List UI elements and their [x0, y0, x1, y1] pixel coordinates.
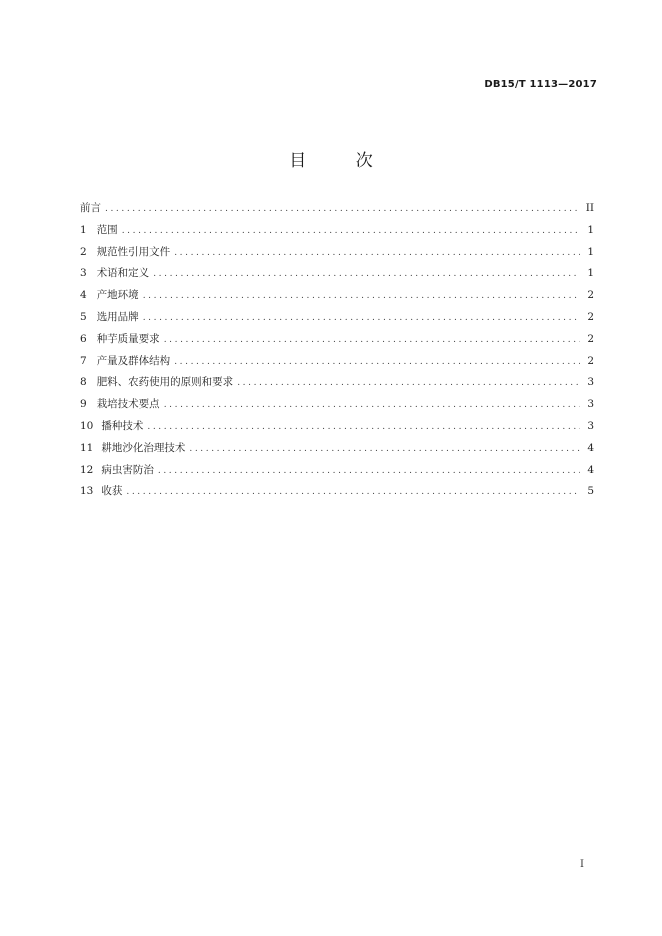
- toc-leader-dots: [174, 352, 580, 374]
- toc-entry-label: 耕地沙化治理技术: [101, 441, 186, 454]
- toc-entry-number: 3: [80, 267, 87, 280]
- toc-entry-9[interactable]: [80, 394, 594, 416]
- toc-entry-label: 产量及群体结构: [96, 354, 171, 367]
- toc-entry-number: 7: [80, 354, 87, 367]
- toc-entry-7[interactable]: [80, 351, 594, 373]
- toc-entry-number: 10: [80, 419, 94, 432]
- toc-leader-dots: [158, 461, 580, 483]
- toc-entry-page: 2: [587, 310, 594, 323]
- toc-entry-page: 1: [587, 245, 594, 258]
- toc-entry-12[interactable]: [80, 460, 594, 482]
- toc-entry-page: 3: [587, 398, 594, 411]
- toc-leader-dots: [105, 199, 580, 221]
- toc-entry-page: 3: [587, 376, 594, 389]
- toc-entry-6[interactable]: [80, 329, 594, 351]
- toc-entry-number: 11: [80, 441, 94, 454]
- toc-entry-label: 播种技术: [101, 419, 144, 432]
- toc-entry-11[interactable]: [80, 438, 594, 460]
- toc-leader-dots: [237, 373, 580, 395]
- toc-entry-5[interactable]: [80, 307, 594, 329]
- toc-entry-page: 4: [587, 463, 594, 476]
- toc-entry-label: 病虫害防治: [101, 463, 154, 476]
- toc-entry-label: 收获: [101, 485, 123, 498]
- toc-entry-page: 1: [587, 267, 594, 280]
- toc-entry-8[interactable]: [80, 372, 594, 394]
- toc-entry-13[interactable]: [80, 481, 594, 503]
- toc-entry-page: 1: [587, 223, 594, 236]
- toc-entry-page: 2: [587, 354, 594, 367]
- toc-entry-page: 2: [587, 332, 594, 345]
- toc-entry-number: 13: [80, 485, 94, 498]
- toc-entry-label: 范围: [96, 223, 118, 236]
- toc-entry-3[interactable]: [80, 263, 594, 285]
- toc-leader-dots: [189, 439, 580, 461]
- toc-entry-number: 1: [80, 223, 87, 236]
- toc-entry-number: 9: [80, 398, 87, 411]
- document-code: DB15/T 1113—2017: [484, 79, 597, 90]
- toc-entry-number: 6: [80, 332, 87, 345]
- toc-leader-dots: [122, 221, 580, 243]
- toc-entry-page: 2: [587, 289, 594, 302]
- toc-title: 目 次: [289, 151, 395, 171]
- toc-leader-dots: [143, 286, 580, 308]
- toc-entry-1[interactable]: [80, 220, 594, 242]
- toc-entry-2[interactable]: [80, 242, 594, 264]
- toc-entry-label: 栽培技术要点: [96, 398, 160, 411]
- toc-leader-dots: [143, 308, 580, 330]
- toc-entry-number: 2: [80, 245, 87, 258]
- toc-leader-dots: [174, 243, 580, 265]
- toc-entry-page: II: [585, 202, 594, 214]
- toc-entry-label: 术语和定义: [96, 267, 150, 280]
- toc-entry-label: 前言: [80, 202, 101, 214]
- page-number: I: [580, 859, 584, 870]
- toc-entry-label: 规范性引用文件: [96, 245, 171, 258]
- toc-leader-dots: [164, 395, 580, 417]
- toc-entry-label: 种芋质量要求: [96, 332, 160, 345]
- toc-entry-label: 肥料、农药使用的原则和要求: [96, 376, 234, 389]
- toc-leader-dots: [147, 417, 580, 439]
- toc-entry-4[interactable]: [80, 285, 594, 307]
- toc-entry-label: 选用品牌: [96, 310, 139, 323]
- toc-entry-page: 4: [587, 441, 594, 454]
- toc-entry-number: 4: [80, 289, 87, 302]
- toc-entry-number: 8: [80, 376, 87, 389]
- toc-entry-10[interactable]: [80, 416, 594, 438]
- toc-entry-number: 12: [80, 463, 94, 476]
- toc-entry-page: 5: [587, 485, 594, 498]
- toc-leader-dots: [164, 330, 580, 352]
- toc-leader-dots: [126, 482, 580, 504]
- toc-entry-label: 产地环境: [96, 289, 139, 302]
- table-of-contents: [80, 198, 594, 503]
- toc-entry-number: 5: [80, 310, 87, 323]
- toc-leader-dots: [153, 264, 580, 286]
- toc-entry-page: 3: [587, 419, 594, 432]
- toc-entry-preface[interactable]: [80, 198, 594, 220]
